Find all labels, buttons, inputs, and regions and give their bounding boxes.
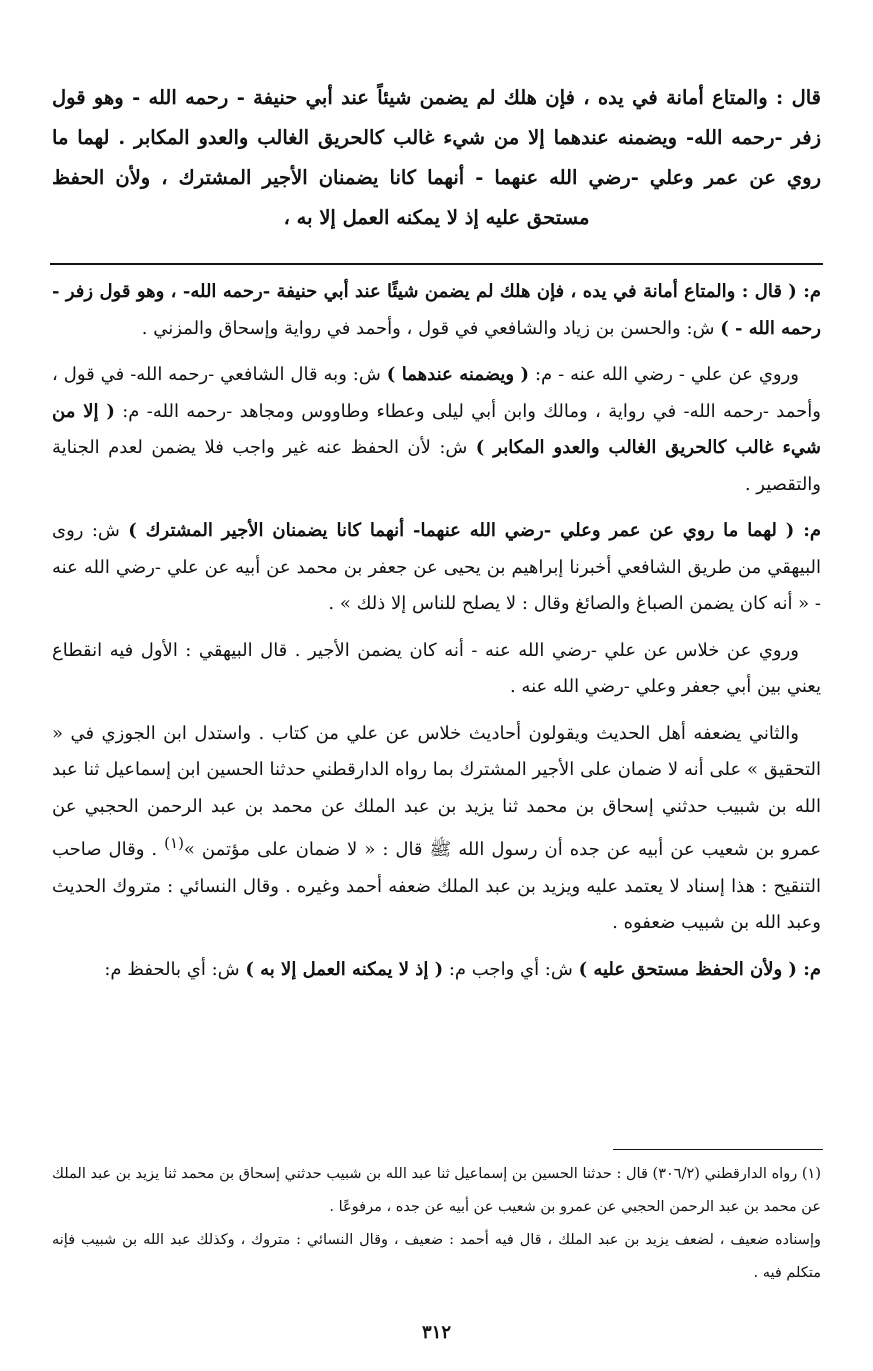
commentary-paragraph: وروي عن خلاس عن علي -رضي الله عنه - أنه كان يضمن الأجير . قال البيهقي : الأول فيه انقطاع يعني بين أبي جعفر وعلي -رضي الله عنه . <box>52 639 821 697</box>
matn-quote: م: ( قال : والمتاع أمانة في يده ، فإن هلك لم يضمن شيئًا عند أبي حنيفة -رحمه الله- ، وهو قول زفر - رحمه الله - ) <box>52 281 821 339</box>
commentary-text: ش: أي بالحفظ م: <box>104 958 246 980</box>
footnotes <box>52 1158 821 1290</box>
matn-quote: م: ( لهما ما روي عن عمر وعلي -رضي الله عنهما- أنهما كانا يضمنان الأجير المشترك ) <box>128 520 821 541</box>
commentary-text: ش: روى البيهقي من طريق الشافعي أخبرنا إبراهيم بن يحيى عن جعفر بن محمد عن أبيه عن علي -رضي الله عنه - « أنه كان يضمن الصباغ والصائغ وقال : لا يصلح للناس إلا ذلك » . <box>52 520 821 614</box>
matn-quote: م: ( ولأن الحفظ مستحق عليه ) <box>578 958 821 980</box>
matn-quote: ( إلا من شيء غالب كالحريق الغالب والعدو المكابر ) <box>52 400 821 458</box>
matn-quote: ( ويضمنه عندهما ) <box>386 364 530 385</box>
commentary-paragraph <box>52 513 821 623</box>
matn-quote: ( إذ لا يمكنه العمل إلا به ) <box>245 958 444 980</box>
commentary <box>52 274 821 998</box>
commentary-paragraph <box>52 274 821 347</box>
matn-text: قال : والمتاع أمانة في يده ، فإن هلك لم يضمن شيئاً عند أبي حنيفة - رحمه الله - وهو قول زفر -رحمه الله- ويضمنه عندهما إلا من شيء غالب كالحريق الغالب والعدو المكابر . لهما ما روي عن عمر وعلي -رضي الله عنهما - أنهما كانا يضمنان الأجير المشترك ، ولأن الحفظ مستحق عليه إذ لا يمكنه العمل إلا به ، <box>52 86 821 229</box>
commentary-text: وروي عن علي - رضي الله عنه - م: <box>529 364 799 385</box>
commentary-text: . وقال صاحب التنقيح : هذا إسناد لا يعتمد عليه ويزيد بن عبد الملك ضعفه أحمد وغيره . وقال النسائي : متروك الحديث وعبد الله بن شبيب ضعفوه . <box>52 839 821 933</box>
commentary-text: ش: لأن الحفظ عنه غير واجب فلا يضمن لعدم الجناية والتقصير . <box>52 437 821 495</box>
footnote: وإسناده ضعيف ، لضعف يزيد بن عبد الملك ، قال فيه أحمد : ضعيف ، وقال النسائي : متروك ، وكذلك عبد الله بن شبيب فإنه متكلم فيه . <box>52 1232 821 1281</box>
commentary-text: ش: والحسن بن زياد والشافعي في قول ، وأحمد في رواية وإسحاق والمزني . <box>141 317 721 339</box>
section-divider <box>50 263 823 265</box>
footnote-divider <box>613 1149 823 1150</box>
commentary-text: ش: وبه قال الشافعي -رحمه الله- في قول ، وأحمد -رحمه الله- في رواية ، ومالك وابن أبي ليلى وعطاء وطاووس ومجاهد -رحمه الله- م: <box>52 364 821 422</box>
footnote: (١) رواه الدارقطني (٣٠٦/٢) قال : حدثنا الحسين بن إسماعيل ثنا عبد الله بن شبيب حدثني إسحاق بن محمد ثنا يزيد بن عبد الملك عن محمد بن عبد الرحمن الحجبي عن عمرو بن شعيب عن أبيه عن جده ، مرفوعًا . <box>52 1166 821 1215</box>
commentary-paragraph <box>52 716 821 942</box>
commentary-text: ش: أي واجب م: <box>443 958 579 980</box>
commentary-text: والثاني يضعفه أهل الحديث ويقولون أحاديث خلاس عن علي من كتاب . واستدل ابن الجوزي في « التحقيق » على أنه لا ضمان على الأجير المشترك بما رواه الدارقطني حدثنا الحسين ابن إسماعيل ثنا عبد الله بن شبيب حدثني إسحاق بن محمد ثنا يزيد بن عبد الملك عن محمد بن عبد الرحمن الحجبي عن عمرو بن شعيب عن أبيه عن جده أن رسول الله ﷺ قال : « لا ضمان على مؤتمن » <box>52 722 821 860</box>
footnote-marker[interactable]: (١) <box>164 834 184 852</box>
commentary-paragraph <box>52 952 821 989</box>
commentary-paragraph <box>52 357 821 503</box>
page-number: ٣١٢ <box>421 1322 451 1343</box>
